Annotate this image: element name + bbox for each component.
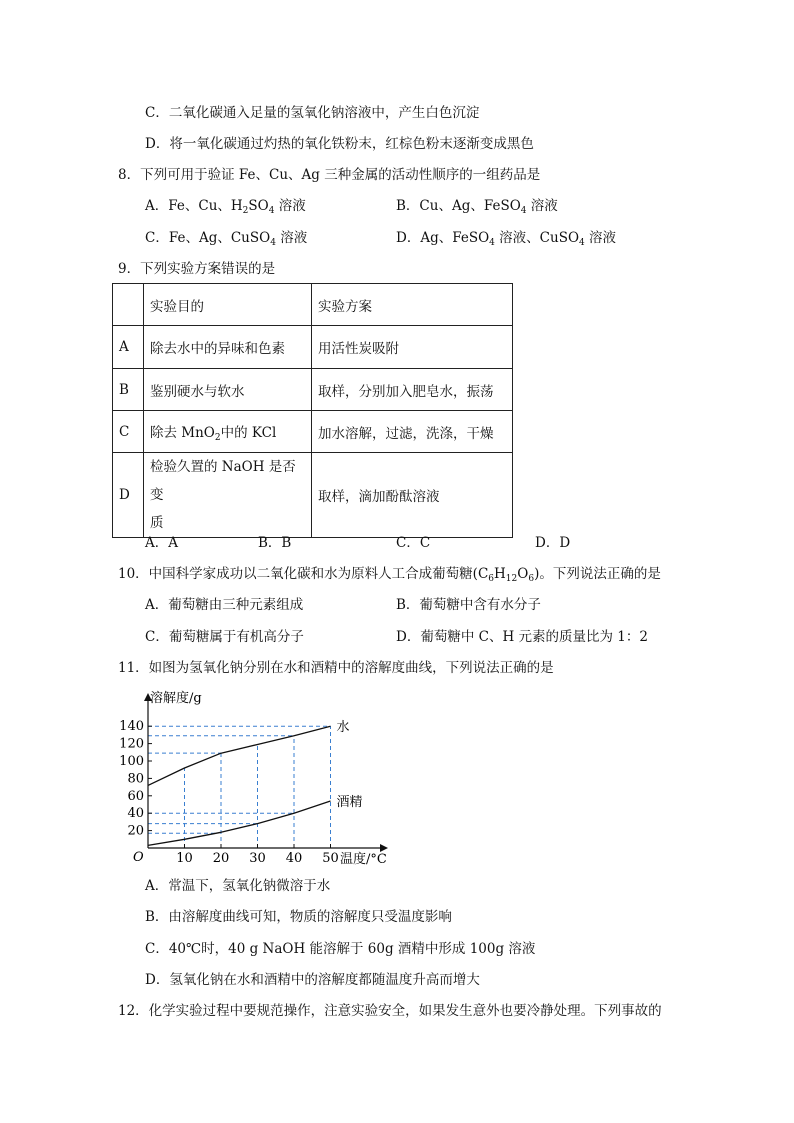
row-key: B xyxy=(113,369,144,411)
q7-option-d: D．将一氧化碳通过灼热的氧化铁粉末，红棕色粉末逐渐变成黑色 xyxy=(145,136,534,152)
x-axis-label: 温度/°C xyxy=(340,852,387,867)
y-tick-label: 60 xyxy=(127,788,144,804)
q11-option-b: B．由溶解度曲线可知，物质的溶解度只受温度影响 xyxy=(145,909,452,925)
table-row xyxy=(113,369,513,411)
y-axis-label: 溶解度/g xyxy=(150,691,202,706)
q8-option-a: A．Fe、Cu、$H_2SO_4$ 溶液 xyxy=(145,198,306,216)
alcohol-series-label: 酒精 xyxy=(336,795,363,811)
q9-answer-b: B．B xyxy=(258,535,292,551)
q10-stem: 10．中国科学家成功以二氧化碳和水为原料人工合成葡萄糖$(C_6H_{12}O_6)$。下列说法正确的是 xyxy=(118,566,661,584)
q10-option-c: C．葡萄糖属于有机高分子 xyxy=(145,629,304,645)
row-key: A xyxy=(113,326,144,369)
row-plan: 取样，滴加酚酞溶液 xyxy=(312,453,513,538)
y-tick-label: 100 xyxy=(119,754,144,769)
water-series-label: 水 xyxy=(336,720,350,736)
row-key: C xyxy=(113,411,144,453)
x-tick-label: 20 xyxy=(212,851,230,866)
y-tick-label: 120 xyxy=(119,736,144,752)
q11-option-d: D．氢氧化钠在水和酒精中的溶解度都随温度升高而增大 xyxy=(145,972,480,988)
y-tick-label: 80 xyxy=(127,771,144,787)
q11-stem: 11．如图为氢氧化钠分别在水和酒精中的溶解度曲线，下列说法正确的是 xyxy=(118,660,554,676)
q9-answer-a: A．A xyxy=(145,535,178,551)
table-row xyxy=(113,453,513,538)
table-header-cell xyxy=(113,284,144,326)
q9-table xyxy=(112,283,513,538)
q10-option-a: A．葡萄糖由三种元素组成 xyxy=(145,597,304,613)
y-tick-label: 20 xyxy=(127,823,144,839)
guide-lines xyxy=(148,726,331,848)
q7-option-c: C．二氧化碳通入足量的氢氧化钠溶液中，产生白色沉淀 xyxy=(145,105,480,121)
q8-option-c: C．Fe、Ag、CuSO$_4$ 溶液 xyxy=(145,230,308,248)
y-tick-label: 40 xyxy=(127,806,144,822)
q9-answer-d: D．D xyxy=(535,535,571,551)
axis-ticks xyxy=(119,719,339,866)
x-tick-label: 50 xyxy=(322,851,339,866)
q9-stem: 9．下列实验方案错误的是 xyxy=(118,261,276,277)
q11-option-a: A．常温下，氢氧化钠微溶于水 xyxy=(145,878,331,894)
q12-stem: 12．化学实验过程中要规范操作，注意实验安全，如果发生意外也要冷静处理。下列事故的 xyxy=(118,1003,662,1019)
row-goal: 检验久置的 NaOH 是否变 质 xyxy=(144,453,312,538)
y-tick-label: 140 xyxy=(119,719,144,735)
table-header-goal: 实验目的 xyxy=(144,284,312,326)
table-row xyxy=(113,326,513,369)
row-plan: 加水溶解，过滤，洗涤，干燥 xyxy=(312,411,513,453)
water-curve xyxy=(148,726,331,785)
q11-option-c: C．40℃时，40 g NaOH 能溶解于 60g 酒精中形成 100g 溶液 xyxy=(145,941,536,957)
row-goal: 除去 MnO$_2$中的 KCl xyxy=(144,411,312,453)
table-header-row xyxy=(113,284,513,326)
chart-axes xyxy=(144,693,388,852)
origin-label: O xyxy=(133,850,144,865)
x-tick-label: 30 xyxy=(249,851,266,866)
q9-answer-c: C．C xyxy=(396,535,431,551)
x-tick-label: 40 xyxy=(285,851,303,866)
x-axis-arrow xyxy=(380,844,388,852)
q10-option-b: B．葡萄糖中含有水分子 xyxy=(396,597,541,613)
solubility-chart xyxy=(118,683,398,868)
table-row xyxy=(113,411,513,453)
row-plan: 用活性炭吸附 xyxy=(312,326,513,369)
table-header-plan: 实验方案 xyxy=(312,284,513,326)
row-goal: 除去水中的异味和色素 xyxy=(144,326,312,369)
q8-option-b: B．Cu、Ag、FeSO$_4$ 溶液 xyxy=(396,198,558,216)
q8-option-d: D．Ag、FeSO$_4$ 溶液、CuSO$_4$ 溶液 xyxy=(396,230,617,248)
q8-stem: 8．下列可用于验证 Fe、Cu、Ag 三种金属的活动性顺序的一组药品是 xyxy=(118,167,541,183)
row-plan: 取样，分别加入肥皂水，振荡 xyxy=(312,369,513,411)
x-tick-label: 10 xyxy=(176,851,193,866)
row-goal: 鉴别硬水与软水 xyxy=(144,369,312,411)
row-key: D xyxy=(113,453,144,538)
q10-option-d: D．葡萄糖中 C、H 元素的质量比为 1：2 xyxy=(396,629,648,645)
